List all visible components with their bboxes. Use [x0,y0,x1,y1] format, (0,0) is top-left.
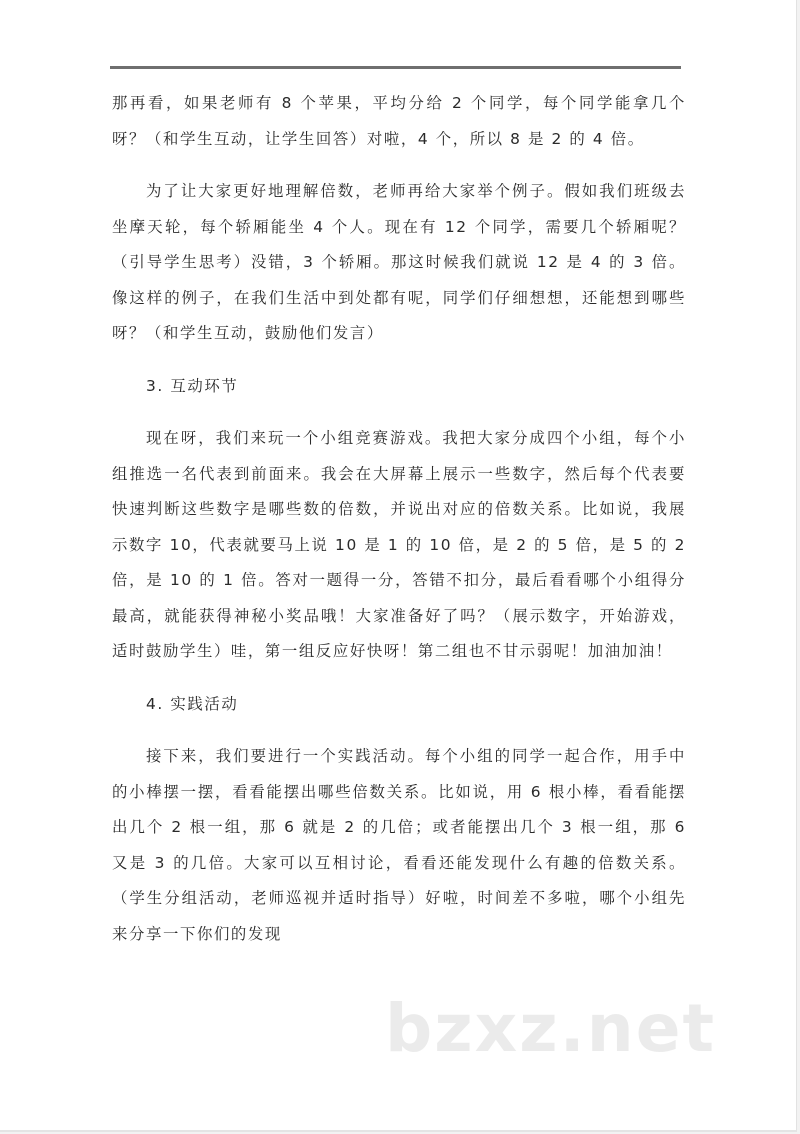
paragraph-apples-example: 那再看，如果老师有 8 个苹果，平均分给 2 个同学，每个同学能拿几个呀？（和学生互动，让学生回答）对啦，4 个，所以 8 是 2 的 4 倍。 [112,94,686,148]
paragraph-group-competition: 现在呀，我们来玩一个小组竞赛游戏。我把大家分成四个小组，每个小组推选一名代表到前面来。我会在大屏幕上展示一些数字，然后每个代表要快速判断这些数字是哪些数的倍数，并说出对应的倍数关系。比如说，我展示数字 10，代表就要马上说 10 是 1 的 10 倍，是 2 的 5 倍，是 5 的 2 倍，是 10 的 1 倍。答对一题得一分，答错不扣分，最后看看哪个小组得分最高，就能获得神秘小奖品哦！大家准备好了吗？（展示数字，开始游戏，适时鼓励学生）哇，第一组反应好快呀！第二组也不甘示弱呢！加油加油！ [112,429,686,660]
section-heading-interaction: 3. 互动环节 [146,376,239,395]
paragraph-practice-activity: 接下来，我们要进行一个实践活动。每个小组的同学一起合作，用手中的小棒摆一摆，看看能摆出哪些倍数关系。比如说，用 6 根小棒，看看能摆出几个 2 根一组，那 6 就是 2 的几倍；或者能摆出几个 3 根一组，那 6 又是 3 的几倍。大家可以互相讨论，看看还能发现什么有趣的倍数关系。（学生分组活动，老师巡视并适时指导）好啦，时间差不多啦，哪个小组先来分享一下你们的发现 [112,747,686,943]
header-rule [110,66,681,69]
watermark: bzxz.net [385,990,717,1067]
section-heading-practice: 4. 实践活动 [146,694,239,713]
paragraph-ferris-wheel-example: 为了让大家更好地理解倍数，老师再给大家举个例子。假如我们班级去坐摩天轮，每个轿厢能坐 4 个人。现在有 12 个同学，需要几个轿厢呢？（引导学生思考）没错，3 个轿厢。那这时候我们就说 12 是 4 的 3 倍。像这样的例子，在我们生活中到处都有呢，同学们仔细想想，还能想到哪些呀？（和学生互动，鼓励他们发言） [112,182,686,342]
document-body [112,86,686,969]
